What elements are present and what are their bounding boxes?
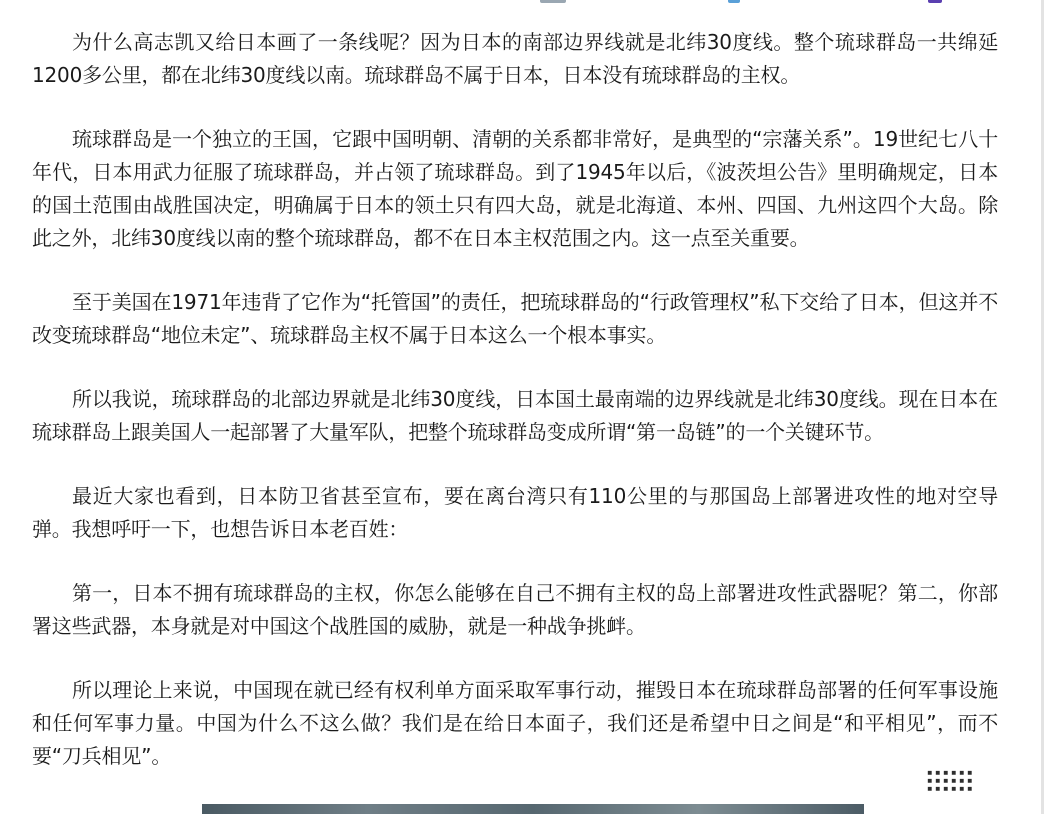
article-body	[32, 26, 998, 804]
tab-accent-purple	[928, 0, 942, 3]
paragraph: 所以我说，琉球群岛的北部边界就是北纬30度线，日本国土最南端的边界线就是北纬30度线。现在日本在琉球群岛上跟美国人一起部署了大量军队，把整个琉球群岛变成所谓“第一岛链”的一个关键环节。	[32, 387, 998, 444]
paragraph: 第一，日本不拥有琉球群岛的主权，你怎么能够在自己不拥有主权的岛上部署进攻性武器呢？第二，你部署这些武器，本身就是对中国这个战胜国的威胁，就是一种战争挑衅。	[32, 581, 998, 638]
paragraph: 最近大家也看到，日本防卫省甚至宣布，要在离台湾只有110公里的与那国岛上部署进攻性的地对空导弹。我想呼吁一下，也想告诉日本老百姓：	[32, 484, 998, 541]
paragraph: 所以理论上来说，中国现在就已经有权利单方面采取军事行动，摧毁日本在琉球群岛部署的任何军事设施和任何军事力量。中国为什么不这么做？我们是在给日本面子，我们还是希望中日之间是“和平相见”，而不要“刀兵相见”。	[32, 678, 998, 768]
tab-accent-blue	[728, 0, 740, 3]
paragraph: 至于美国在1971年违背了它作为“托管国”的责任，把琉球群岛的“行政管理权”私下交给了日本，但这并不改变琉球群岛“地位未定”、琉球群岛主权不属于日本这么一个根本事实。	[32, 290, 998, 347]
tab-accent-gray	[540, 0, 566, 3]
paragraph: 为什么高志凯又给日本画了一条线呢？因为日本的南部边界线就是北纬30度线。整个琉球群岛一共绵延1200多公里，都在北纬30度线以南。琉球群岛不属于日本，日本没有琉球群岛的主权。	[32, 30, 998, 87]
watermark-logo-icon: ⫶⫶⫶⫶⫶⫶	[925, 766, 974, 799]
article-image-top-edge	[202, 804, 864, 814]
watermark-badge	[866, 763, 1034, 803]
paragraph: 琉球群岛是一个独立的王国，它跟中国明朝、清朝的关系都非常好，是典型的“宗藩关系”。19世纪七八十年代，日本用武力征服了琉球群岛，并占领了琉球群岛。到了1945年以后，《波茨坦公告》里明确规定，日本的国土范围由战胜国决定，明确属于日本的领土只有四大岛，就是北海道、本州、四国、九州这四个大岛。除此之外，北纬30度线以南的整个琉球群岛，都不在日本主权范围之内。这一点至关重要。	[32, 127, 998, 250]
top-bar	[0, 0, 1044, 6]
